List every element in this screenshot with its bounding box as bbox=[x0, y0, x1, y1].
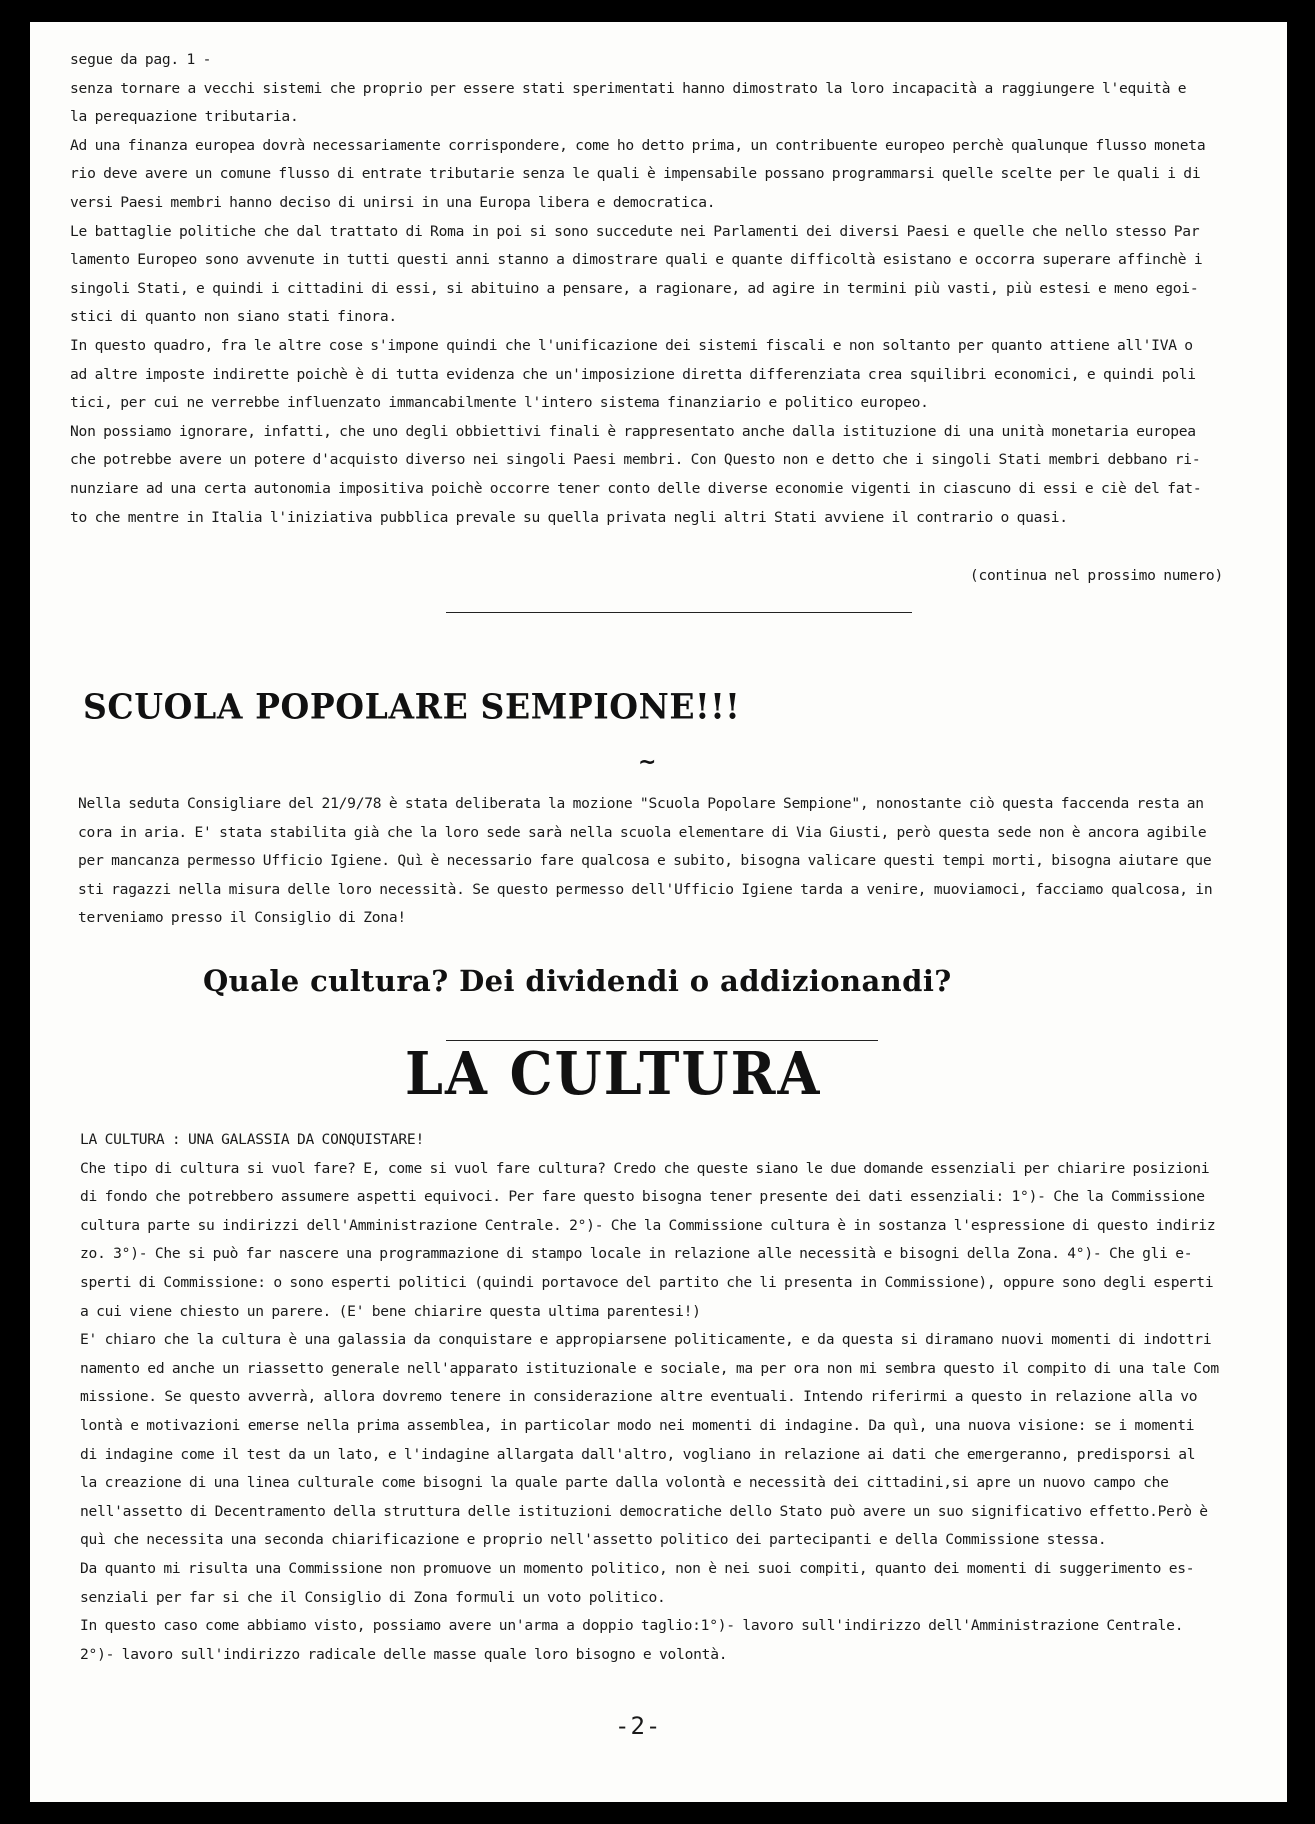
text-line: zo. 3°)- Che si può far nascere una programmazione di stampo locale in relazione alle necessità e bisogni della Zona. 4°)- Che gli e- bbox=[80, 1245, 1193, 1263]
text-line: Che tipo di cultura si vuol fare? E, come si vuol fare cultura? Credo che queste siano le due domande essenziali per chiarire posizioni bbox=[80, 1159, 1210, 1177]
text-line: a cui viene chiesto un parere. (E' bene chiarire questa ultima parentesi!) bbox=[80, 1302, 701, 1320]
text-line: tici, per cui ne verrebbe influenzato immancabilmente l'intero sistema finanziario e politico europeo. bbox=[70, 394, 929, 412]
text-line: In questo caso come abbiamo visto, possiamo avere un'arma a doppio taglio:1°)- lavoro sull'indirizzo dell'Amministrazione Centrale. bbox=[80, 1617, 1184, 1635]
la-cultura-headline: LA CULTURA bbox=[405, 1038, 822, 1109]
text-line: di indagine come il test da un lato, e l'indagine allargata dall'altro, vogliano in relazione ai dati che emergeranno, predisporsi al bbox=[80, 1445, 1196, 1463]
page-sheet bbox=[30, 22, 1287, 1802]
text-line: 2°)- lavoro sull'indirizzo radicale delle masse quale loro bisogno e volontà. bbox=[80, 1645, 728, 1663]
tax-article-continuation bbox=[70, 46, 1205, 532]
section-divider bbox=[446, 612, 912, 613]
la-cultura-article bbox=[80, 1126, 1219, 1669]
text-line: per mancanza permesso Ufficio Igiene. Quì è necessario fare qualcosa e subito, bisogna valicare questi tempi morti, bisogna aiutare que bbox=[78, 852, 1212, 870]
text-line: la perequazione tributaria. bbox=[70, 108, 299, 126]
text-line: Non possiamo ignorare, infatti, che uno degli obbiettivi finali è rappresentato anche dalla istituzione di una unità monetaria europea bbox=[70, 422, 1196, 440]
text-line: ad altre imposte indirette poichè è di tutta evidenza che un'imposizione diretta differenziata crea squilibri economici, e quindi poli bbox=[70, 365, 1196, 383]
text-line: singoli Stati, e quindi i cittadini di essi, si abituino a pensare, a ragionare, ad agire in termini più vasti, più estesi e meno egoi- bbox=[70, 279, 1199, 297]
text-line: In questo quadro, fra le altre cose s'impone quindi che l'unificazione dei sistemi fiscali e non soltanto per quanto attiene all'IVA o bbox=[70, 336, 1193, 354]
text-line: segue da pag. 1 - bbox=[70, 51, 212, 68]
text-line: cora in aria. E' stata stabilita già che la loro sede sarà nella scuola elementare di Via Giusti, però questa sede non è ancora agibile bbox=[78, 823, 1207, 841]
text-line: senziali per far si che il Consiglio di Zona formuli un voto politico. bbox=[80, 1588, 666, 1606]
text-line: stici di quanto non siano stati finora. bbox=[70, 308, 397, 326]
text-line: lontà e motivazioni emerse nella prima assemblea, in particolar modo nei momenti di indagine. Da quì, una nuova visione: se i momenti bbox=[80, 1416, 1195, 1434]
continued-next-issue-note: (continua nel prossimo numero) bbox=[969, 567, 1223, 584]
text-line: namento ed anche un riassetto generale nell'apparato istituzionale e sociale, ma per ora non mi sembra questo il compito di una tale Com bbox=[80, 1359, 1219, 1377]
page-number: -2- bbox=[615, 1712, 662, 1740]
quale-cultura-subheadline: Quale cultura? Dei dividendi o addizionandi? bbox=[203, 964, 952, 998]
text-line: terveniamo presso il Consiglio di Zona! bbox=[78, 909, 406, 927]
text-line: LA CULTURA : UNA GALASSIA DA CONQUISTARE! bbox=[80, 1131, 424, 1148]
scuola-popolare-article bbox=[78, 790, 1212, 933]
text-line: Nella seduta Consigliare del 21/9/78 è stata deliberata la mozione "Scuola Popolare Sempione", nonostante ciò questa faccenda resta an bbox=[78, 795, 1204, 812]
text-line: Da quanto mi risulta una Commissione non promuove un momento politico, non è nei suoi compiti, quanto dei momenti di suggerimento es- bbox=[80, 1559, 1195, 1577]
text-line: versi Paesi membri hanno deciso di unirsi in una Europa libera e democratica. bbox=[70, 193, 716, 211]
scuola-popolare-headline: SCUOLA POPOLARE SEMPIONE!!! bbox=[83, 686, 741, 727]
text-line: nell'assetto di Decentramento della struttura delle istituzioni democratiche dello Stato può avere un suo significativo effetto.Però è bbox=[80, 1502, 1208, 1520]
text-line: sti ragazzi nella misura delle loro necessità. Se questo permesso dell'Ufficio Igiene tarda a venire, muoviamoci, facciamo qualcosa, in bbox=[78, 880, 1213, 898]
text-line: di fondo che potrebbero assumere aspetti equivoci. Per fare questo bisogna tener presente dei dati essenziali: 1°)- Che la Commissione bbox=[80, 1188, 1205, 1206]
tilde-ornament: ~ bbox=[638, 750, 657, 775]
text-line: lamento Europeo sono avvenute in tutti questi anni stanno a dimostrare quali e quante difficoltà esistano e occorra superare affinchè i bbox=[70, 251, 1203, 269]
text-line: nunziare ad una certa autonomia impositiva poichè occorre tener conto delle diverse economie vigenti in ciascuno di essi e ciè del fat- bbox=[70, 479, 1202, 497]
text-line: quì che necessita una seconda chiarificazione e proprio nell'assetto politico dei partecipanti e della Commissione stessa. bbox=[80, 1531, 1107, 1549]
text-line: sperti di Commissione: o sono esperti politici (quindi portavoce del partito che li presenta in Commissione), oppure sono degli esperti bbox=[80, 1273, 1214, 1291]
text-line: senza tornare a vecchi sistemi che proprio per essere stati sperimentati hanno dimostrato la loro incapacità a raggiungere l'equità e bbox=[70, 79, 1187, 97]
text-line: Le battaglie politiche che dal trattato di Roma in poi si sono succedute nei Parlamenti dei diversi Paesi e quelle che nello stesso Par bbox=[70, 222, 1200, 240]
text-line: to che mentre in Italia l'iniziativa pubblica prevale su quella privata negli altri Stati avviene il contrario o quasi. bbox=[70, 508, 1068, 526]
text-line: Ad una finanza europea dovrà necessariamente corrispondere, come ho detto prima, un contribuente europeo perchè qualunque flusso moneta bbox=[70, 136, 1206, 154]
text-line: missione. Se questo avverrà, allora dovremo tenere in considerazione altre eventuali. Intendo riferirmi a questo in relazione alla vo bbox=[80, 1388, 1198, 1406]
text-line: cultura parte su indirizzi dell'Amministrazione Centrale. 2°)- Che la Commissione cultura è in sostanza l'espressione di questo indiriz bbox=[80, 1216, 1216, 1234]
text-line: E' chiaro che la cultura è una galassia da conquistare e appropiarsene politicamente, e da questa si diramano nuovi momenti di indottri bbox=[80, 1331, 1212, 1349]
text-line: che potrebbe avere un potere d'acquisto diverso nei singoli Paesi membri. Con Questo non e detto che i singoli Stati membri debbano ri- bbox=[70, 451, 1201, 469]
text-line: rio deve avere un comune flusso di entrate tributarie senza le quali è impensabile possano programmarsi quelle scelte per le quali i di bbox=[70, 165, 1201, 183]
text-line: la creazione di una linea culturale come bisogni la quale parte dalla volontà e necessità dei cittadini,si apre un nuovo campo che bbox=[80, 1474, 1169, 1492]
